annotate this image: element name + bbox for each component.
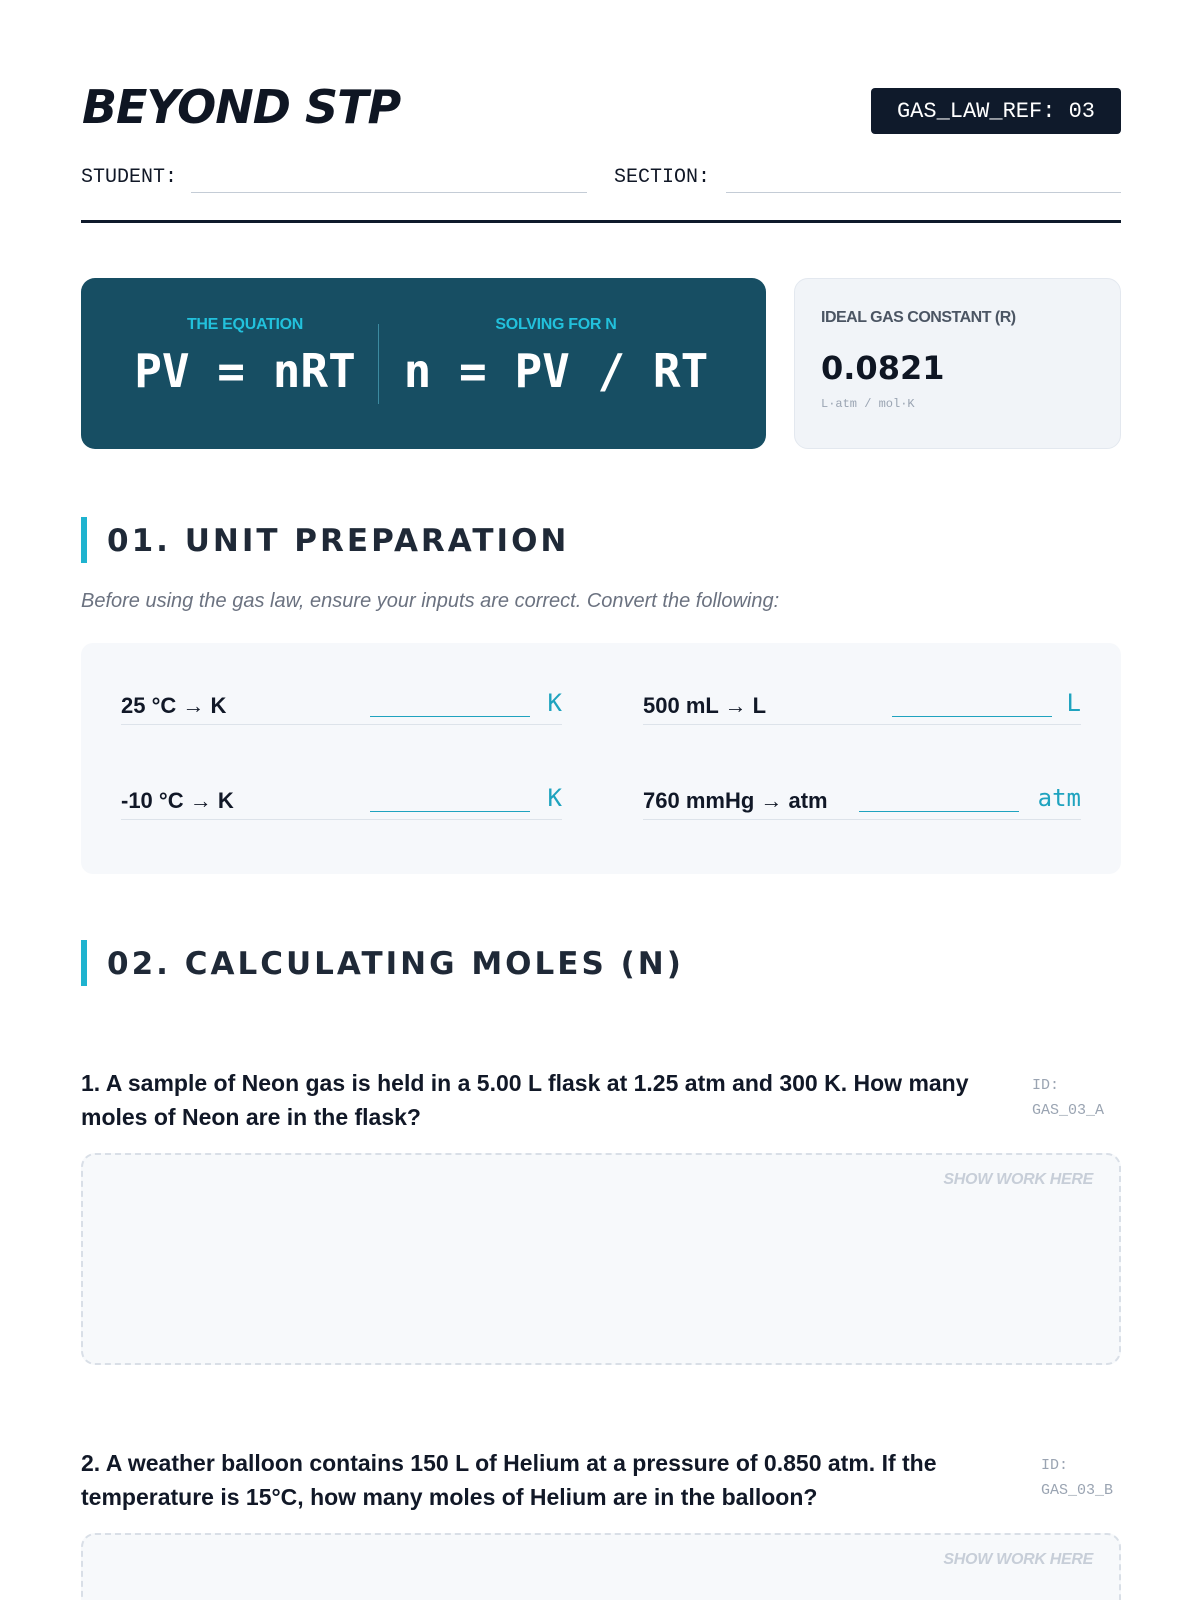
section-1-title: 01. UNIT PREPARATION	[107, 523, 570, 559]
gas-constant-unit: L·atm / mol·K	[821, 397, 915, 411]
question-1-id	[1032, 1073, 1104, 1123]
gas-constant-label: IDEAL GAS CONSTANT (R)	[821, 309, 1016, 326]
answer-blank[interactable]	[859, 811, 1019, 812]
question-2-id	[1041, 1453, 1113, 1503]
gas-constant-value: 0.0821	[821, 349, 945, 387]
question-id-value: GAS_03_A	[1032, 1102, 1105, 1119]
question-2-text: 2. A weather balloon contains 150 L of Helium at a pressure of 0.850 atm. If the temperature is 15°C, how many moles of Helium are in the balloon?	[81, 1450, 937, 1510]
header-divider	[81, 220, 1121, 223]
conversion-prompt: 500 mL → L	[643, 693, 767, 718]
solving-column	[386, 316, 726, 398]
work-area-label: SHOW WORK HERE	[943, 1551, 1093, 1568]
conversion-row	[121, 780, 562, 820]
gas-constant-card	[794, 278, 1121, 449]
ideal-gas-formula: PV = nRT	[134, 344, 356, 398]
student-label: STUDENT:	[81, 166, 178, 189]
question-2-work-area[interactable]	[81, 1533, 1121, 1600]
question-id-label: ID:	[1041, 1457, 1069, 1474]
conversion-row	[121, 685, 562, 725]
section-accent-bar	[81, 517, 87, 563]
section-accent-bar	[81, 940, 87, 986]
page-title: BEYOND STP	[82, 80, 401, 134]
section-label: SECTION:	[614, 166, 711, 189]
section-1-intro: Before using the gas law, ensure your inputs are correct. Convert the following:	[81, 590, 780, 612]
answer-blank[interactable]	[370, 716, 530, 717]
equation-label: THE EQUATION	[186, 316, 304, 333]
conversion-prompt: 760 mmHg → atm	[643, 788, 828, 813]
conversion-unit: K	[547, 689, 562, 717]
conversion-unit: K	[547, 784, 562, 812]
equation-column	[125, 316, 365, 398]
conversion-unit: atm	[1037, 784, 1081, 812]
solving-formula: n = PV / RT	[403, 344, 709, 398]
conversion-prompt: 25 °C → K	[121, 693, 227, 718]
answer-blank[interactable]	[370, 811, 530, 812]
question-1-text: 1. A sample of Neon gas is held in a 5.00 L flask at 1.25 atm and 300 K. How many moles of Neon are in the flask?	[81, 1070, 969, 1130]
conversion-prompt: -10 °C → K	[121, 788, 234, 813]
conversion-row	[643, 685, 1081, 725]
equation-card	[81, 278, 766, 449]
question-id-label: ID:	[1032, 1077, 1060, 1094]
work-area-label: SHOW WORK HERE	[943, 1171, 1093, 1188]
section-2-title: 02. CALCULATING MOLES (N)	[107, 946, 684, 982]
answer-blank[interactable]	[892, 716, 1052, 717]
reference-badge: GAS_LAW_REF: 03	[871, 88, 1121, 134]
conversion-panel	[81, 643, 1121, 874]
section-name-line[interactable]	[726, 192, 1121, 193]
equation-divider	[378, 324, 379, 404]
student-name-line[interactable]	[191, 192, 587, 193]
conversion-row	[643, 780, 1081, 820]
solving-label: SOLVING FOR N	[495, 316, 617, 333]
question-id-value: GAS_03_B	[1041, 1482, 1114, 1499]
conversion-unit: L	[1066, 689, 1081, 717]
question-1-work-area[interactable]	[81, 1153, 1121, 1365]
